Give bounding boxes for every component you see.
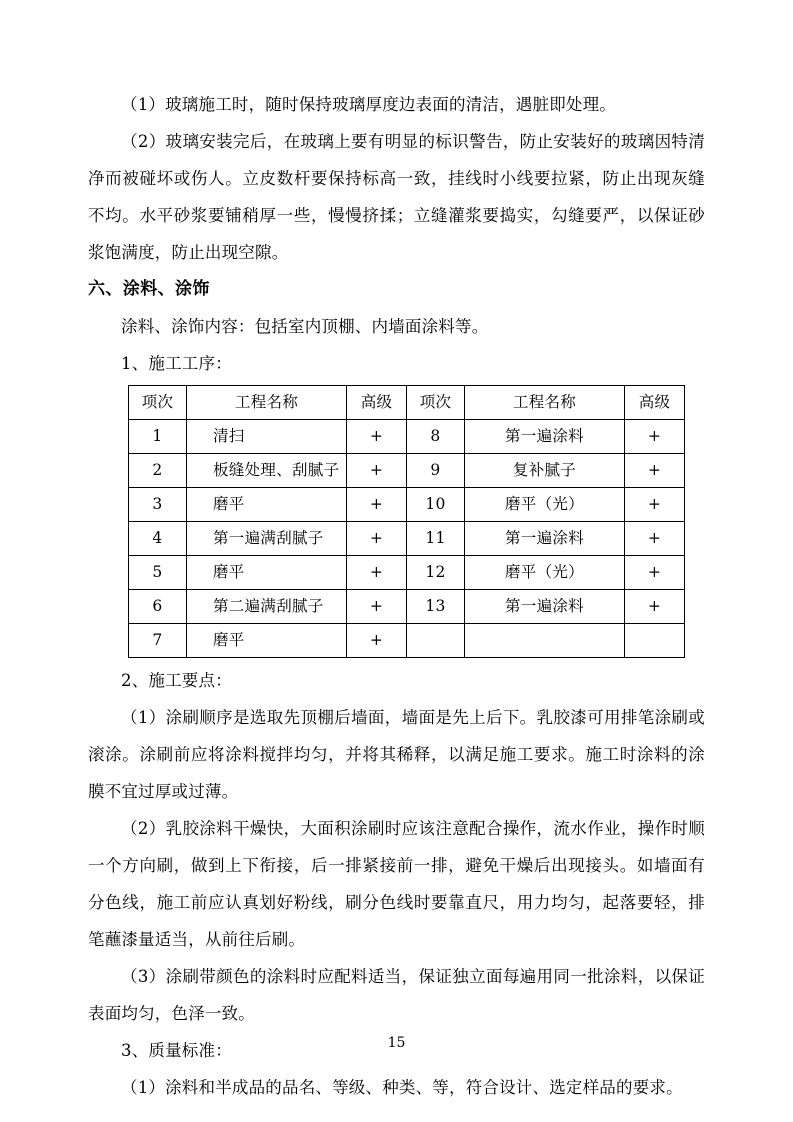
table-cell-index: 6 bbox=[129, 590, 187, 624]
subheading-quality-standards: 3、质量标准： bbox=[121, 1041, 232, 1060]
table-cell-level: + bbox=[347, 624, 407, 658]
table-cell-name: 磨平 bbox=[187, 624, 347, 658]
section-heading-six: 六、涂料、涂饰 bbox=[88, 279, 210, 299]
table-cell-level: + bbox=[347, 522, 407, 556]
subheading-construction-process: 1、施工工序： bbox=[121, 354, 232, 373]
table-cell-level: + bbox=[347, 556, 407, 590]
point-paragraph-3: （3）涂刷带颜色的涂料时应配料适当，保证独立面每遍用同一批涂料，以保证表面均匀，色泽一致。 bbox=[88, 967, 705, 1023]
table-cell-index: 8 bbox=[407, 420, 465, 454]
table-header-cell: 高级 bbox=[347, 386, 407, 420]
table-cell-name: 磨平 bbox=[187, 556, 347, 590]
table-cell-level: + bbox=[625, 488, 685, 522]
table-cell-name: 第一遍涂料 bbox=[465, 590, 625, 624]
subheading-construction-points: 2、施工要点： bbox=[121, 671, 232, 690]
table-cell-name: 复补腻子 bbox=[465, 454, 625, 488]
table-row bbox=[129, 454, 685, 488]
point-paragraph-1: （1）涂刷顺序是选取先顶棚后墙面，墙面是先上后下。乳胶漆可用排笔涂刷或滚涂。涂刷前应将涂料搅拌均匀，并将其稀释，以满足施工要求。施工时涂料的涂膜不宜过厚或过薄。 bbox=[88, 708, 705, 801]
table-row bbox=[129, 590, 685, 624]
point-paragraph-2: （2）乳胶涂料干燥快，大面积涂刷时应该注意配合操作，流水作业，操作时顺一个方向刷，做到上下衔接，后一排紧接前一排，避免干燥后出现接头。如墙面有分色线，施工前应认真划好粉线，刷分色线时要靠直尺，用力均匀，起落要轻，排笔蘸漆量适当，从前往后刷。 bbox=[88, 819, 705, 949]
page-content bbox=[88, 86, 705, 1106]
table-cell-level: + bbox=[347, 488, 407, 522]
table-cell-level: + bbox=[347, 420, 407, 454]
table-header-cell: 工程名称 bbox=[465, 386, 625, 420]
table-cell-level-empty bbox=[625, 624, 685, 658]
table-cell-level: + bbox=[347, 590, 407, 624]
table-cell-index: 7 bbox=[129, 624, 187, 658]
table-cell-index: 4 bbox=[129, 522, 187, 556]
table-row bbox=[129, 624, 685, 658]
table-cell-level: + bbox=[625, 590, 685, 624]
table-cell-level: + bbox=[625, 522, 685, 556]
table-cell-index: 11 bbox=[407, 522, 465, 556]
process-table-wrapper bbox=[88, 385, 705, 658]
table-cell-name: 磨平 bbox=[187, 488, 347, 522]
table-cell-name: 第一遍涂料 bbox=[465, 522, 625, 556]
paragraph-glass-1: （1）玻璃施工时，随时保持玻璃厚度边表面的清洁，遇脏即处理。 bbox=[121, 95, 616, 114]
table-cell-name: 第一遍涂料 bbox=[465, 420, 625, 454]
table-cell-name: 第一遍满刮腻子 bbox=[187, 522, 347, 556]
table-header-row bbox=[129, 386, 685, 420]
table-cell-level: + bbox=[625, 556, 685, 590]
table-cell-index: 10 bbox=[407, 488, 465, 522]
table-cell-name: 第二遍满刮腻子 bbox=[187, 590, 347, 624]
table-header-cell: 项次 bbox=[129, 386, 187, 420]
table-cell-index-empty bbox=[407, 624, 465, 658]
table-header-cell: 工程名称 bbox=[187, 386, 347, 420]
table-cell-level: + bbox=[347, 454, 407, 488]
table-cell-name: 板缝处理、刮腻子 bbox=[187, 454, 347, 488]
table-cell-name-empty bbox=[465, 624, 625, 658]
table-row bbox=[129, 556, 685, 590]
table-cell-index: 9 bbox=[407, 454, 465, 488]
table-cell-name: 清扫 bbox=[187, 420, 347, 454]
table-cell-index: 13 bbox=[407, 590, 465, 624]
page-number: 15 bbox=[387, 1035, 406, 1051]
paragraph-glass-2: （2）玻璃安装完后，在玻璃上要有明显的标识警告，防止安装好的玻璃因特清净而被碰坏或伤人。立皮数杆要保持标高一致，挂线时小线要拉紧，防止出现灰缝不均。水平砂浆要铺稍厚一些，慢慢挤揉；立缝灌浆要捣实，勾缝要严，以保证砂浆饱满度，防止出现空隙。 bbox=[88, 132, 705, 262]
table-header-cell: 项次 bbox=[407, 386, 465, 420]
construction-process-table bbox=[128, 385, 685, 658]
table-cell-index: 1 bbox=[129, 420, 187, 454]
table-cell-level: + bbox=[625, 454, 685, 488]
table-row bbox=[129, 522, 685, 556]
table-cell-index: 12 bbox=[407, 556, 465, 590]
table-cell-level: + bbox=[625, 420, 685, 454]
table-row bbox=[129, 488, 685, 522]
table-cell-index: 3 bbox=[129, 488, 187, 522]
standard-paragraph-1: （1）涂料和半成品的品名、等级、种类、等，符合设计、选定样品的要求。 bbox=[121, 1078, 683, 1097]
table-cell-index: 2 bbox=[129, 454, 187, 488]
table-cell-index: 5 bbox=[129, 556, 187, 590]
table-row bbox=[129, 420, 685, 454]
table-cell-name: 磨平（光） bbox=[465, 488, 625, 522]
section-intro: 涂料、涂饰内容：包括室内顶棚、内墙面涂料等。 bbox=[121, 317, 489, 336]
table-header-cell: 高级 bbox=[625, 386, 685, 420]
table-cell-name: 磨平（光） bbox=[465, 556, 625, 590]
